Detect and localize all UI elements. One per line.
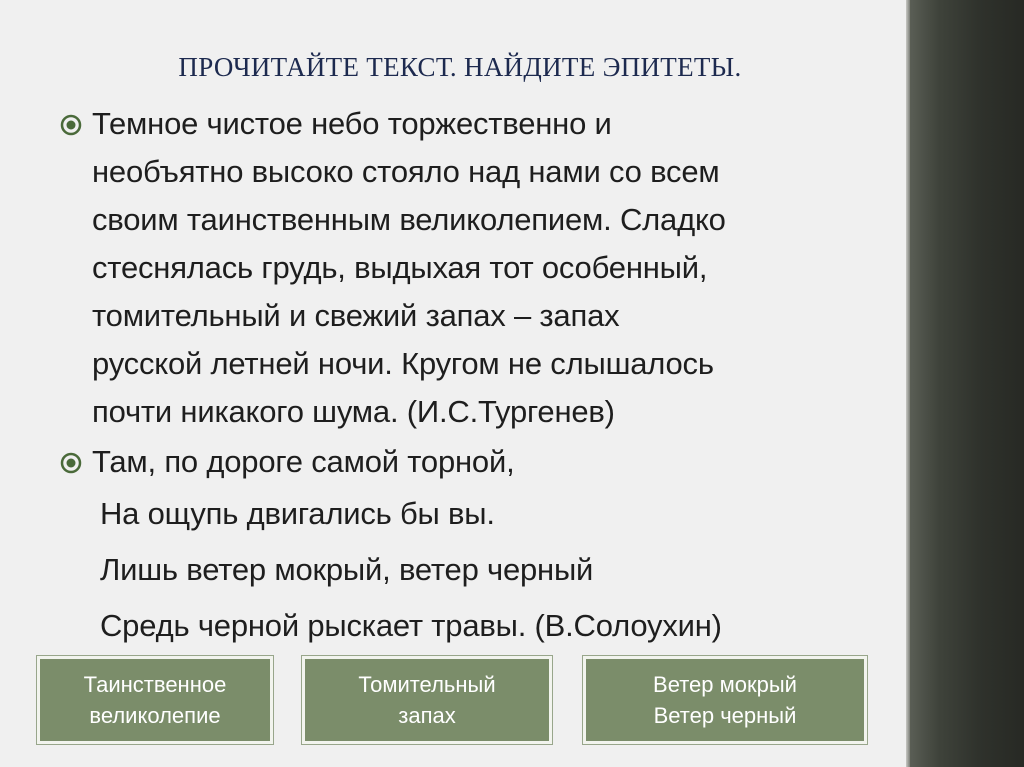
circle-bullet-icon: [60, 114, 82, 136]
paragraph-line: необъятно высоко стояло над нами со всем: [92, 154, 720, 189]
decorative-sidebar: [910, 0, 1024, 767]
paragraph-line: томительный и свежий запах – запах: [92, 298, 620, 333]
answer-line: Ветер черный: [653, 703, 797, 728]
poem-line: Лишь ветер мокрый, ветер черный: [100, 552, 594, 587]
answer-line: Таинственное: [83, 672, 227, 697]
answer-box-3[interactable]: [583, 656, 867, 744]
answer-line: Томительный: [358, 672, 496, 697]
poem-line: Там, по дороге самой торной,: [92, 444, 515, 479]
poem-line: На ощупь двигались бы вы.: [100, 496, 495, 531]
circle-bullet-icon: [60, 452, 82, 474]
slide-content: [60, 100, 890, 654]
answer-box-1[interactable]: [37, 656, 273, 744]
answer-line: запах: [398, 703, 456, 728]
slide-title: ПРОЧИТАЙТЕ ТЕКСТ. НАЙДИТЕ ЭПИТЕТЫ.: [178, 52, 742, 82]
poem-line: Средь черной рыскает травы. (В.Солоухин): [100, 608, 722, 643]
paragraph-prose: [60, 100, 890, 436]
answer-line: Ветер мокрый: [653, 672, 797, 697]
answer-box-2[interactable]: [302, 656, 552, 744]
answer-line: великолепие: [89, 703, 221, 728]
paragraph-line: своим таинственным великолепием. Сладко: [92, 202, 726, 237]
paragraph-line: русской летней ночи. Кругом не слышалось: [92, 346, 714, 381]
paragraph-line: почти никакого шума. (И.С.Тургенев): [92, 394, 615, 429]
paragraph-line: Темное чистое небо торжественно и: [92, 106, 612, 141]
paragraph-line: стеснялась грудь, выдыхая тот особенный,: [92, 250, 708, 285]
paragraph-poem: [60, 438, 890, 654]
